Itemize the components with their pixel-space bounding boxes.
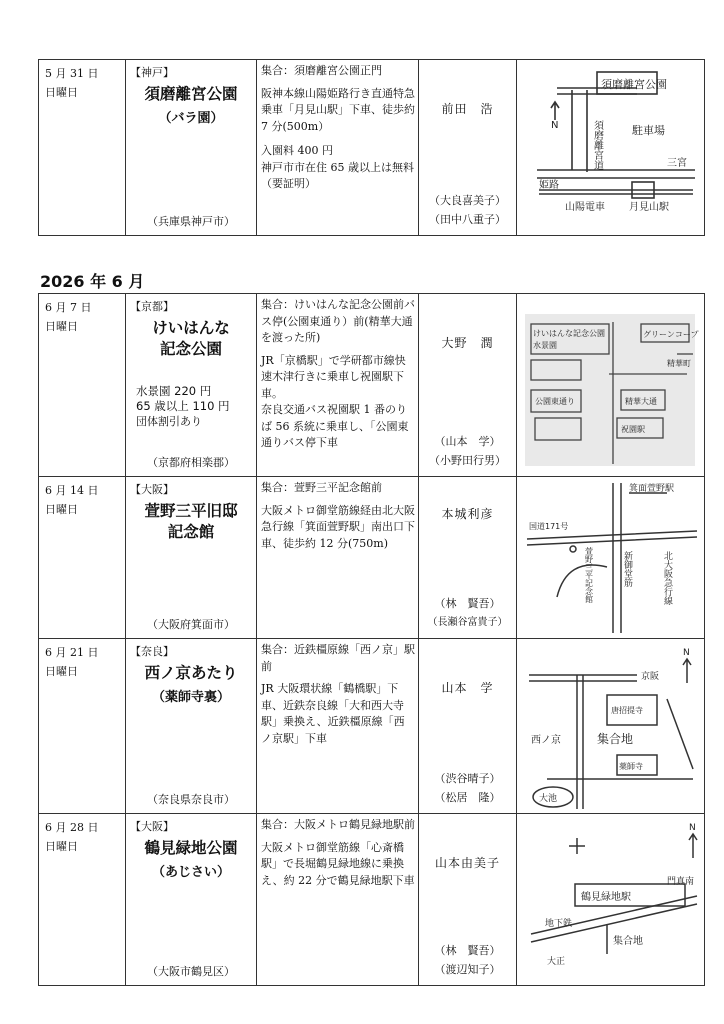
route-map-kayano (517, 477, 704, 639)
fee-block (136, 384, 230, 429)
map-label: 須磨離宮公園 (601, 78, 667, 91)
place-note: （薬師寺裏） (151, 690, 230, 705)
place-name-line: 記念館 (167, 523, 215, 541)
event-weekday: 日曜日 (45, 320, 78, 333)
leader-name: 山本由美子 (434, 856, 500, 870)
date-cell (39, 294, 126, 477)
map-label: グリーンコープ (643, 330, 699, 339)
event-row (39, 60, 705, 236)
route-map-nishinokyo (517, 639, 704, 814)
event-row (39, 814, 705, 986)
prefecture-label: （大阪府箕面市） (147, 618, 235, 631)
leader-cell (419, 294, 517, 477)
leader-name: 大野 潤 (441, 336, 494, 350)
leader-cell (419, 639, 517, 814)
event-weekday: 日曜日 (45, 503, 78, 516)
subleader-name: （小野田行男） (429, 454, 506, 467)
event-weekday: 日曜日 (45, 665, 78, 678)
event-row (39, 639, 705, 814)
date-cell (39, 60, 126, 236)
subleaders (419, 432, 516, 470)
map-label: 祝園駅 (621, 425, 645, 434)
meeting-point: 集合：近鉄橿原線「西ノ京」駅前 (261, 643, 415, 673)
place-name-line: 鶴見緑地公園 (144, 839, 238, 857)
access-info: JR 大阪環状線「鶴橋駅」下車、近鉄奈良線「大和西大寺駅」乗換え、近鉄橿原線「西ノ京駅」下車 (261, 682, 405, 745)
region-label: 【大阪】 (130, 820, 174, 833)
date-cell (39, 814, 126, 986)
subleader-name: （渡辺知子） (434, 963, 501, 976)
event-weekday: 日曜日 (45, 86, 78, 99)
fee-line: 水景園 220 円 (136, 384, 212, 398)
place-name-line: 西ノ京あたり (144, 664, 238, 682)
event-row (39, 477, 705, 639)
map-label: けいはんな記念公園 (533, 329, 605, 338)
prefecture-label: （大阪市鶴見区） (147, 965, 235, 978)
map-cell (517, 60, 705, 236)
place-name-line: 記念公園 (159, 340, 222, 358)
fee-info: 入園料 400 円 神戸市市在住 65 歳以上は無料（要証明） (261, 144, 414, 190)
place-name (126, 501, 256, 543)
event-row (39, 294, 705, 477)
map-label: 公園東通り (535, 397, 575, 406)
map-cell (517, 294, 705, 477)
route-map-keihanna (517, 294, 704, 477)
prefecture-label: （奈良県奈良市） (147, 793, 235, 806)
map-label: 北大阪急行線 (662, 551, 672, 605)
map-label: 水景園 (533, 341, 557, 350)
map-label: 鶴見緑地駅 (581, 892, 631, 903)
access-info: 大阪メトロ御堂筋線経由北大阪急行線「箕面萱野駅」南出口下車、徒歩約 12 分(750m) (261, 503, 415, 550)
schedule-table-may (38, 59, 705, 236)
place-cell (126, 60, 257, 236)
map-label: N (689, 823, 696, 833)
meeting-cell (257, 814, 419, 986)
subleaders (419, 941, 516, 979)
map-label: 大池 (539, 794, 558, 804)
subleader-name: （松居 隆） (434, 791, 501, 804)
map-label: 集合地 (613, 936, 643, 947)
map-label: 新御堂筋 (622, 551, 632, 587)
region-label: 【神戸】 (130, 66, 174, 79)
map-label: 月見山駅 (629, 202, 669, 213)
meeting-cell (257, 639, 419, 814)
section-heading: 2026 年 6 月 (40, 272, 145, 291)
place-name-line: けいはんな (152, 319, 230, 337)
map-label: 大正 (547, 957, 566, 967)
leader-cell (419, 60, 517, 236)
map-label: 箕面萱野駅 (629, 484, 675, 494)
event-date: 6 月 28 日 (45, 821, 99, 834)
map-label: 精華大通 (625, 397, 657, 406)
access-info: 阪神本線山陽姫路行き直通特急乗車「月見山駅」下車、徒歩約 7 分(500m） (261, 86, 415, 133)
event-date: 6 月 21 日 (45, 646, 99, 659)
subleader-name: （林 賢吾） (434, 944, 501, 957)
map-cell (517, 477, 705, 639)
meeting-point: 集合：けいはんな記念公園前バス停(公園東通り）前(精華大通を渡った所) (261, 298, 415, 344)
subleaders (419, 594, 516, 632)
leader-name: 前田 浩 (441, 102, 494, 116)
route-map-tsurumi (517, 814, 704, 986)
place-note: （バラ園） (158, 111, 224, 126)
subleader-name: （大良喜美子） (429, 194, 506, 207)
place-name-line: 萱野三平旧邸 (144, 502, 238, 520)
place-cell (126, 639, 257, 814)
map-label: 駐車場 (632, 124, 665, 137)
map-cell (517, 639, 705, 814)
leader-name: 本城利彦 (441, 507, 494, 521)
map-label: 地下鉄 (545, 919, 573, 929)
subleader-name: （田中八重子） (429, 213, 506, 226)
event-date: 6 月 14 日 (45, 484, 99, 497)
map-label: 国道171号 (529, 522, 569, 531)
event-date: 6 月 7 日 (45, 301, 92, 314)
place-name-line: 須磨離宮公園 (144, 85, 238, 103)
place-cell (126, 477, 257, 639)
subleader-name: （林 賢吾） (434, 597, 501, 610)
event-weekday: 日曜日 (45, 840, 78, 853)
prefecture-label: （兵庫県神戸市） (147, 215, 235, 228)
map-label: 薬師寺 (619, 762, 643, 771)
fee-line: 団体割引あり (136, 415, 202, 428)
access-info: 大阪メトロ御堂筋線「心斎橋駅」で長堀鶴見緑地線に乗換え、約 22 分で鶴見緑地駅下車 (261, 840, 415, 887)
leader-cell (419, 814, 517, 986)
region-label: 【大阪】 (130, 483, 174, 496)
fee-line: 65 歳以上 110 円 (136, 399, 230, 413)
prefecture-label: （京都府相楽郡） (147, 456, 235, 469)
map-label: 山陽電車 (565, 202, 605, 213)
map-label: 須磨離宮道 (591, 120, 603, 170)
meeting-point: 集合：萱野三平記念館前 (261, 481, 382, 494)
event-date: 5 月 31 日 (45, 67, 99, 80)
date-cell (39, 639, 126, 814)
map-cell (517, 814, 705, 986)
map-label: N (683, 648, 690, 658)
map-label: N (551, 120, 559, 131)
place-name (126, 84, 256, 105)
place-note: （あじさい） (151, 865, 230, 880)
schedule-table-june (38, 293, 705, 986)
access-info: JR「京橋駅」で学研都市線快速木津行きに乗車し祝園駅下車。 奈良交通バス祝園駅 1 番のりば 56 系統に乗車し、「公園東通りバス停下車 (261, 353, 409, 449)
place-cell (126, 294, 257, 477)
place-name (126, 318, 256, 360)
map-label: 唐招提寺 (611, 706, 643, 715)
map-label: 三宮 (667, 158, 687, 169)
meeting-point: 集合：須磨離宮公園正門 (261, 64, 382, 77)
map-label: 門真南 (667, 877, 695, 887)
meeting-cell (257, 294, 419, 477)
map-label: 精華町 (667, 359, 691, 368)
map-label: 西ノ京 (531, 735, 561, 746)
region-label: 【京都】 (130, 300, 174, 313)
map-label: 姫路 (539, 180, 559, 191)
subleaders (419, 191, 516, 229)
place-name (126, 838, 256, 859)
meeting-cell (257, 60, 419, 236)
region-label: 【奈良】 (130, 645, 174, 658)
subleader-name: （長瀬谷富貴子） (427, 617, 508, 628)
meeting-cell (257, 477, 419, 639)
leader-cell (419, 477, 517, 639)
leader-name: 山本 学 (441, 681, 494, 695)
map-label: 京阪 (641, 672, 660, 682)
place-name (126, 663, 256, 684)
route-map-suma (517, 60, 704, 236)
subleaders (419, 769, 516, 807)
place-cell (126, 814, 257, 986)
meeting-point: 集合：大阪メトロ鶴見緑地駅前 (261, 818, 415, 831)
map-label: 集合地 (597, 732, 634, 746)
subleader-name: （山本 学） (434, 435, 501, 448)
subleader-name: （渋谷晴子） (434, 772, 501, 785)
map-label: 萱野三平記念館 (584, 547, 594, 603)
date-cell (39, 477, 126, 639)
